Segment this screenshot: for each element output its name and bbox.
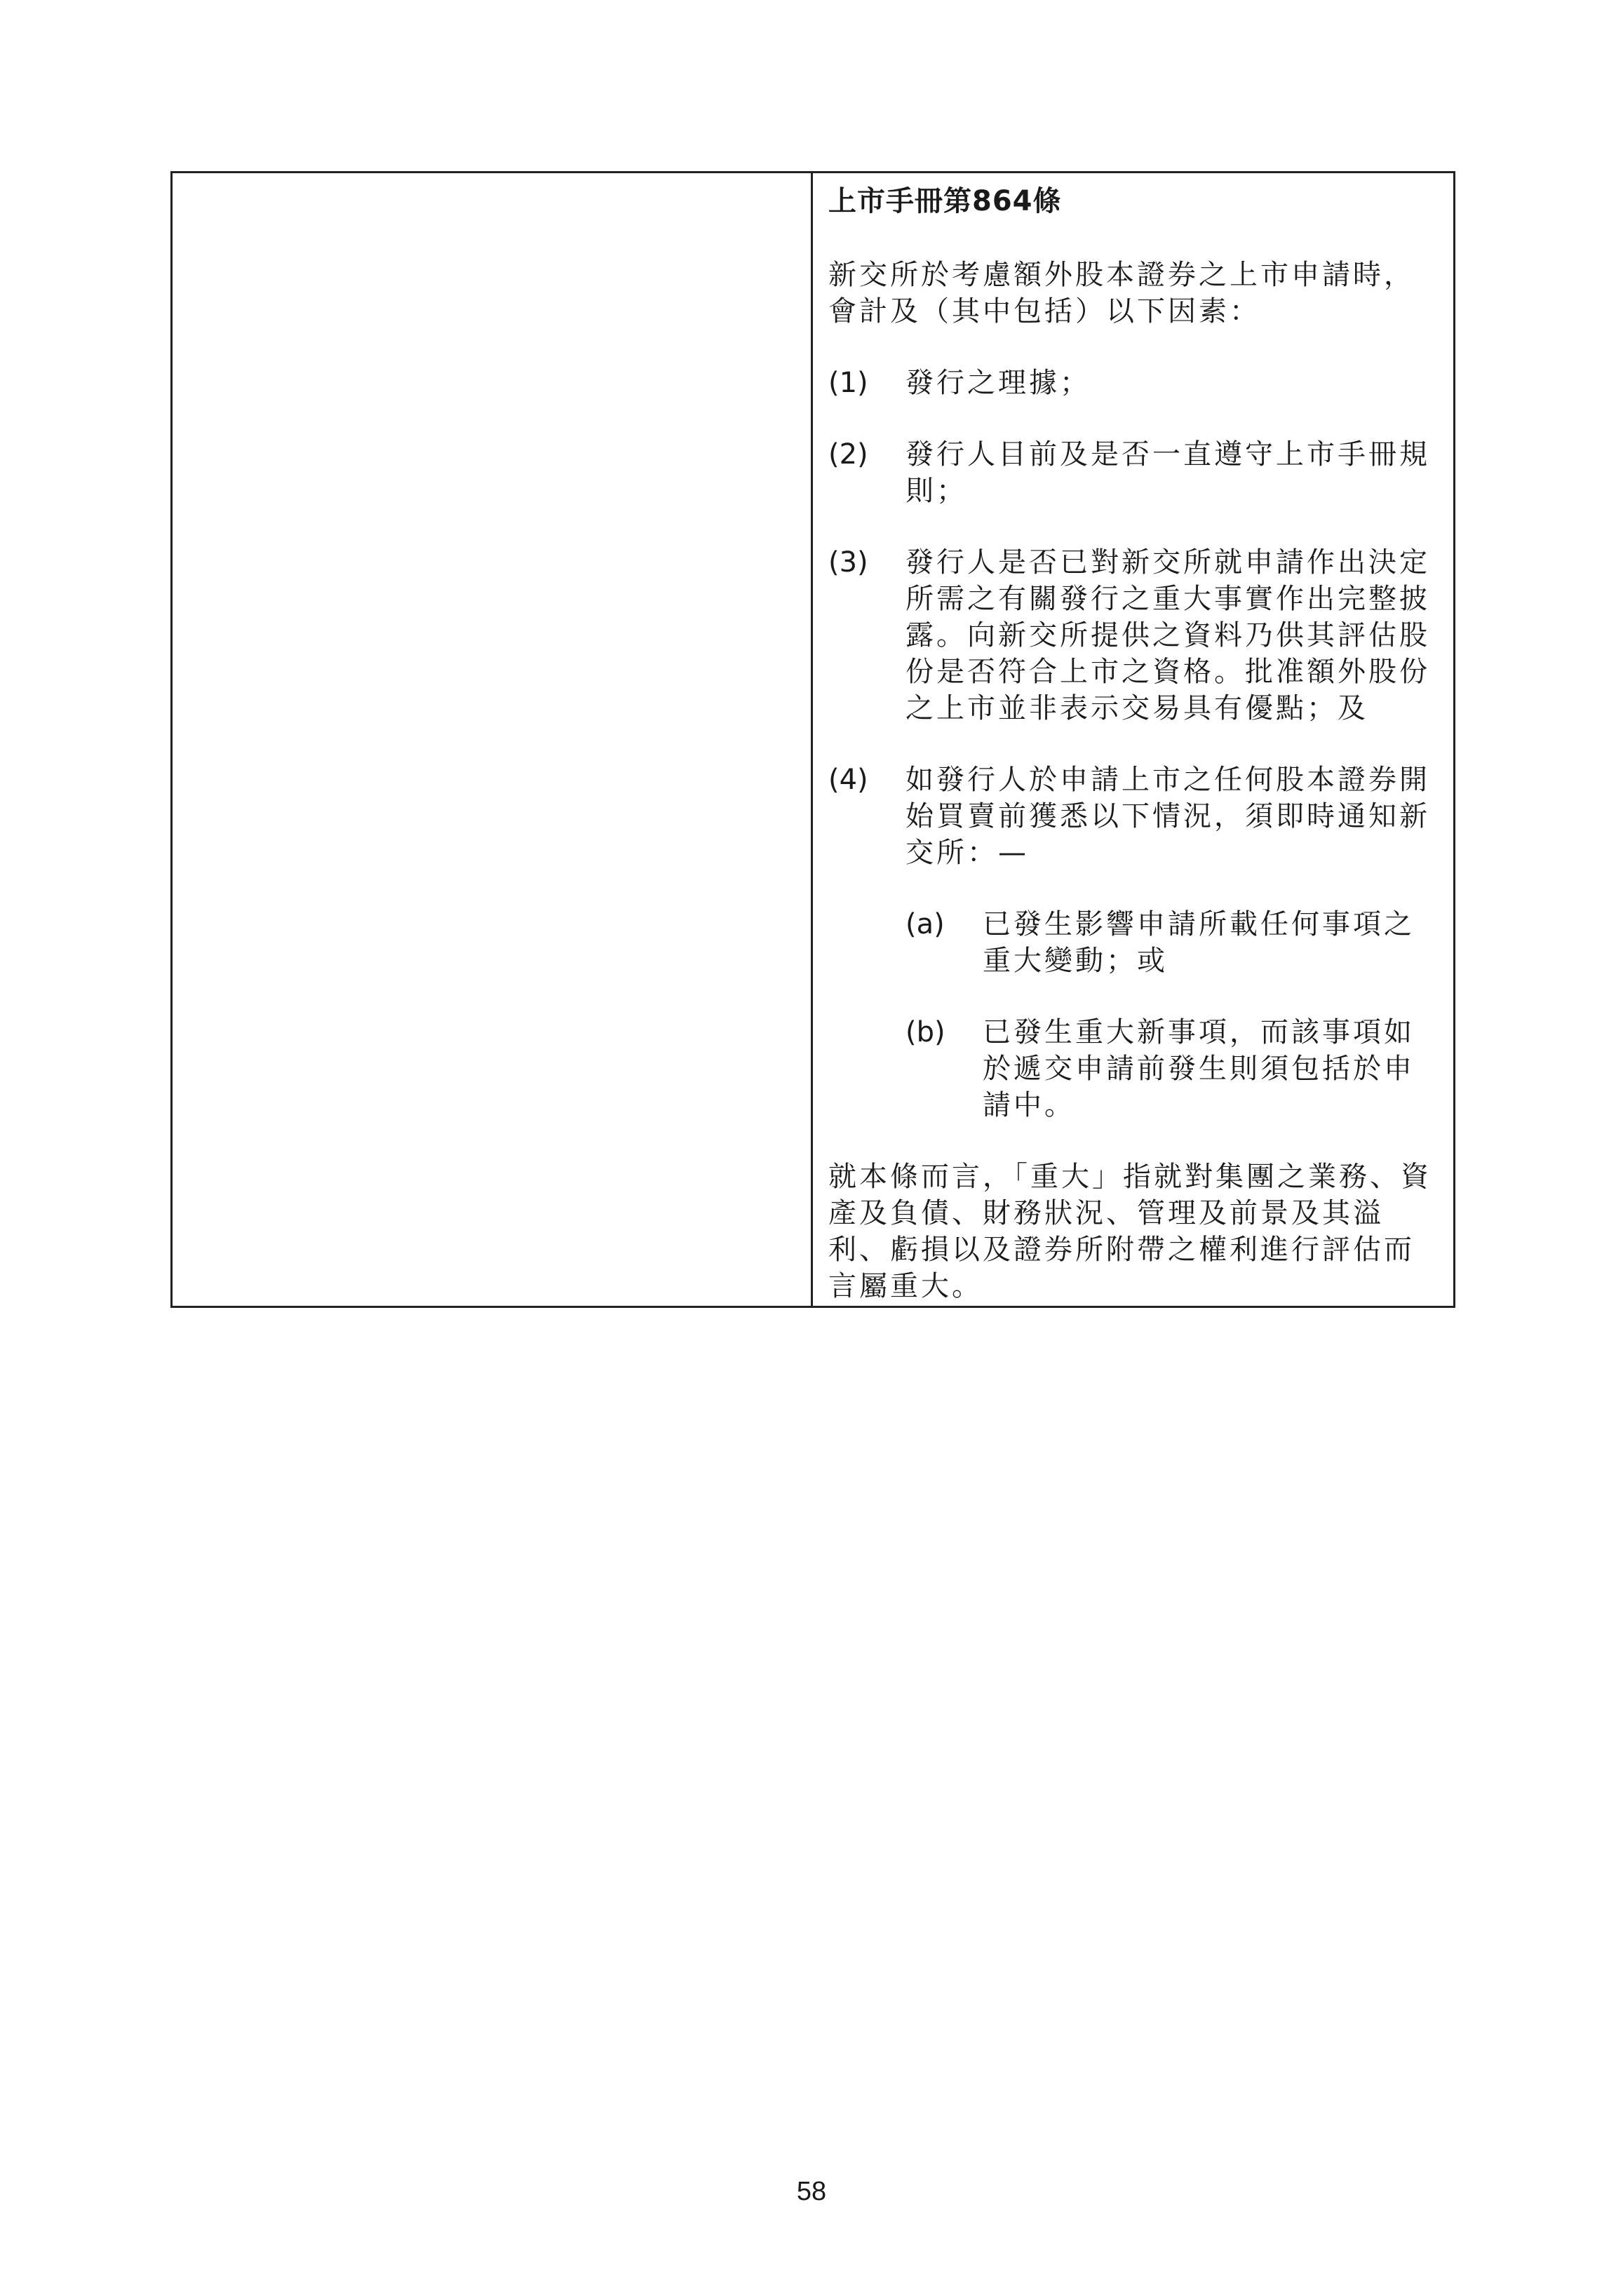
document-table xyxy=(170,171,1455,1308)
sub-list-item-text: 已發生影響申請所載任何事項之重大變動；或 xyxy=(983,908,1415,977)
list-item-number: (2) xyxy=(828,438,868,471)
list-item xyxy=(828,544,1439,727)
sub-list-item-letter: (b) xyxy=(905,1016,945,1048)
section-heading: 上市手冊第864條 xyxy=(828,185,1062,217)
list-item-text: 如發行人於申請上市之任何股本證券開始買賣前獲悉以下情況，須即時通知新交所：— xyxy=(905,764,1430,869)
list-item-number: (1) xyxy=(828,367,868,399)
table-right-column xyxy=(813,173,1453,1306)
closing-paragraph: 就本條而言，「重大」指就對集團之業務、資產及負債、財務狀況、管理及前景及其溢利、虧損以及證券所附帶之權利進行評估而言屬重大。 xyxy=(828,1161,1432,1302)
list-item-number: (4) xyxy=(828,764,868,796)
list-item-number: (3) xyxy=(828,546,868,579)
sub-list-item-text: 已發生重大新事項，而該事項如於遞交申請前發生則須包括於申請中。 xyxy=(983,1016,1415,1121)
sub-list-item xyxy=(905,1014,1439,1123)
list-item-text: 發行人是否已對新交所就申請作出決定所需之有關發行之重大事實作出完整披露。向新交所提供之資料乃供其評估股份是否符合上市之資格。批准額外股份之上市並非表示交易具有優點；及 xyxy=(905,546,1430,724)
table-left-column xyxy=(173,173,813,1306)
sub-list-item-letter: (a) xyxy=(905,908,945,940)
list-item-text: 發行人目前及是否一直遵守上市手冊規則； xyxy=(905,438,1430,507)
sub-list-item xyxy=(905,906,1439,979)
list-item xyxy=(828,762,1439,871)
page-number: 58 xyxy=(796,2177,827,2206)
list-item-text: 發行之理據； xyxy=(905,367,1091,399)
intro-paragraph: 新交所於考慮額外股本證券之上市申請時，會計及（其中包括）以下因素： xyxy=(828,259,1415,327)
list-item xyxy=(828,365,1439,401)
list-item xyxy=(828,436,1439,509)
